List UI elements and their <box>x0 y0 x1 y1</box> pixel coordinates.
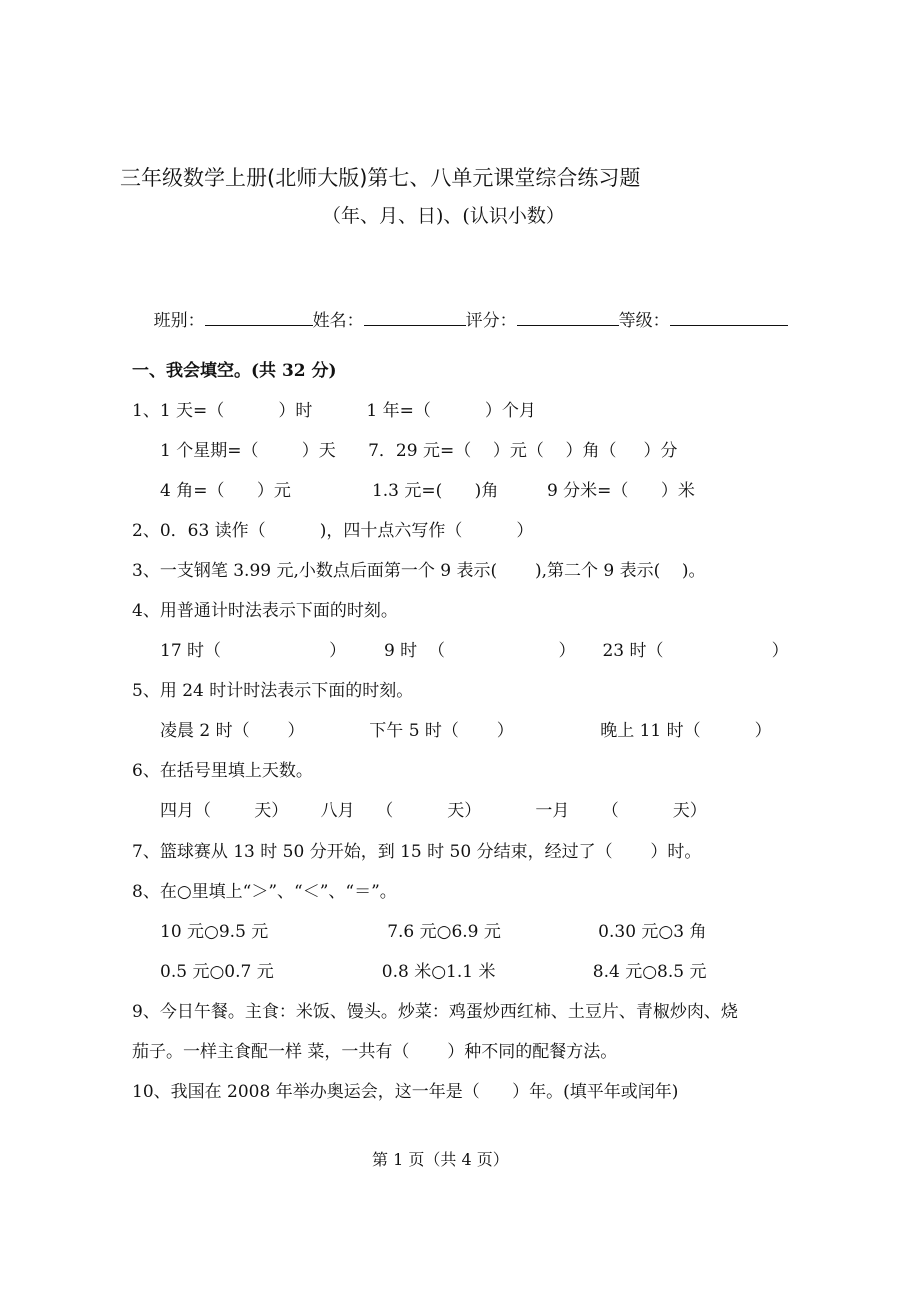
question-1-line-3: 4 角=（ ）元 1.3 元=( )角 9 分米=（ ）米 <box>160 481 695 501</box>
question-8: 8、在○里填上“＞”、“＜”、“＝”。 <box>132 882 397 902</box>
class-label: 班别： <box>153 311 205 331</box>
question-9-line-2: 茄子。一样主食配一样 菜，一共有（ ）种不同的配餐方法。 <box>132 1042 618 1062</box>
question-1-line-1: 1、1 天=（ ）时 1 年=（ ）个月 <box>132 401 536 421</box>
name-label: 姓名： <box>312 311 364 331</box>
score-label: 评分： <box>465 311 517 331</box>
question-5-items: 凌晨 2 时（ ） 下午 5 时（ ） 晚上 11 时（ ） <box>160 721 772 741</box>
grade-field[interactable] <box>670 309 788 326</box>
question-1-line-2: 1 个星期=（ ）天 7．29 元=（ ）元（ ）角（ ）分 <box>160 441 678 461</box>
grade-label: 等级： <box>618 311 670 331</box>
question-6: 6、在括号里填上天数。 <box>132 761 313 781</box>
page-title: 三年级数学上册(北师大版)第七、八单元课堂综合练习题 <box>120 166 641 190</box>
class-field[interactable] <box>205 309 313 326</box>
page-footer: 第 1 页（共 4 页） <box>372 1150 509 1169</box>
question-4: 4、用普通计时法表示下面的时刻。 <box>132 601 398 621</box>
section-heading: 一、我会填空。(共 32 分) <box>132 361 337 381</box>
question-5: 5、用 24 时计时法表示下面的时刻。 <box>132 681 414 701</box>
question-2: 2、0．63 读作（ )，四十点六写作（ ） <box>132 521 534 541</box>
question-7: 7、篮球赛从 13 时 50 分开始，到 15 时 50 分结束，经过了（ ）时。 <box>132 842 702 862</box>
page-subtitle: （年、月、日)、(认识小数） <box>322 205 565 227</box>
question-3: 3、一支钢笔 3.99 元,小数点后面第一个 9 表示( ),第二个 9 表示( )。 <box>132 561 706 581</box>
question-9-line-1: 9、今日午餐。主食：米饭、馒头。炒菜：鸡蛋炒西红柿、土豆片、青椒炒肉、烧 <box>132 1002 738 1022</box>
question-6-items: 四月（ 天） 八月 （ 天） 一月 （ 天） <box>160 801 707 821</box>
question-8-row-1: 10 元○9.5 元 7.6 元○6.9 元 0.30 元○3 角 <box>160 922 707 942</box>
question-10: 10、我国在 2008 年举办奥运会，这一年是（ ）年。(填平年或闰年) <box>132 1082 679 1102</box>
score-field[interactable] <box>517 309 619 326</box>
question-4-items: 17 时（ ） 9 时 （ ） 23 时（ ） <box>160 641 789 661</box>
name-field[interactable] <box>364 309 466 326</box>
question-8-row-2: 0.5 元○0.7 元 0.8 米○1.1 米 8.4 元○8.5 元 <box>160 962 707 982</box>
student-info-row <box>132 287 788 354</box>
